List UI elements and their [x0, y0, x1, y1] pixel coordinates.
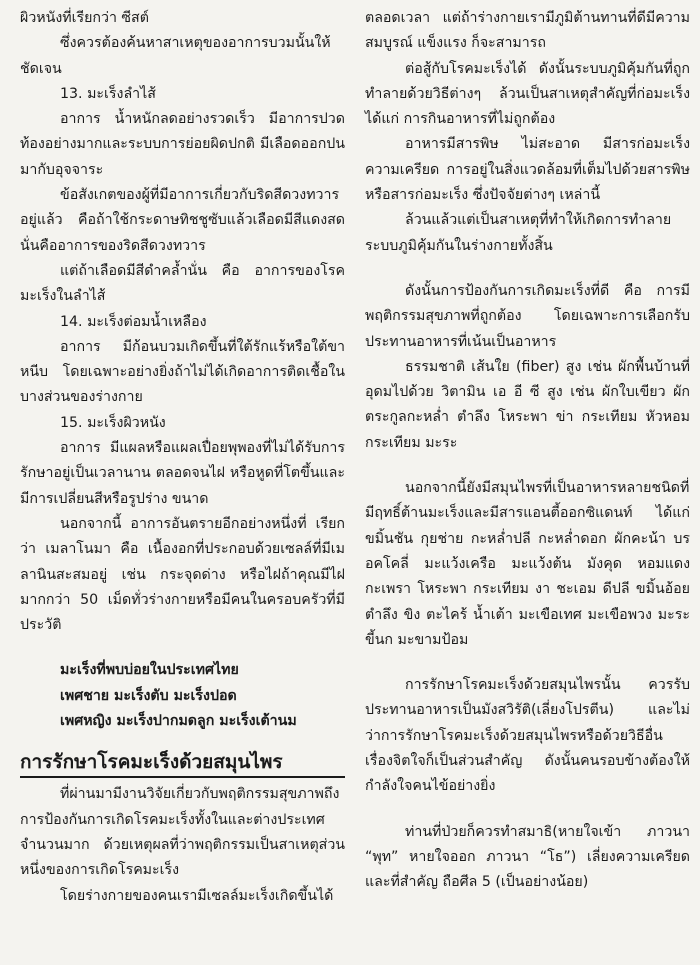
- paragraph: ล้วนแล้วแต่เป็นสาเหตุที่ทำให้เกิดการทำลายระบบภูมิคุ้มกันในร่างกายทั้งสิ้น: [365, 212, 672, 254]
- common-cancers-female: เพศหญิง มะเร็งปากมดลูก มะเร็งเต้านม: [60, 713, 297, 730]
- section-title: การรักษาโรคมะเร็งด้วยสมุนไพร: [20, 748, 345, 778]
- paragraph: ผิวหนังที่เรียกว่า ซีสต์: [20, 10, 149, 26]
- paragraph: แต่ถ้าเลือดมีสีดำคล้ำนั่น คือ อาการของโรคมะเร็งในลำไส้: [20, 262, 345, 305]
- paragraph: อาการ มีก้อนบวมเกิดขึ้นที่ใต้รักแร้หรือใต้ขาหนีบ โดยเฉพาะอย่างยิ่งถ้าไม่ได้เกิดอาการติดเชื้อในบางส่วนของร่างกาย: [20, 338, 345, 406]
- paragraph: การรักษาโรคมะเร็งด้วยสมุนไพรนั้น ควรรับประทานอาหารเป็นมังสวิรัติ(เลี่ยงโปรตีน) และไม่ว่าการรักษาโรคมะเร็งด้วยสมุนไพรหรือด้วยวิธีอื่นเรื่องจิตใจก็เป็นส่วนสำคัญ ดังนั้นคนรอบข้างต้องให้กำลังใจคนไข้อย่างยิ่ง: [365, 677, 690, 795]
- paragraph: ดังนั้นการป้องกันการเกิดมะเร็งที่ดี คือ การมีพฤติกรรมสุขภาพที่ถูกต้อง โดยเฉพาะการเลือกรับประทานอาหารที่เน้นเป็นอาหาร: [365, 282, 690, 350]
- paragraph: อาการ มีแผลหรือแผลเปื่อยพุพองที่ไม่ได้รับการรักษาอยู่เป็นเวลานาน ตลอดจนไฝ หรือหูดที่โตขึ้นและมีการเปลี่ยนสีหรือรูปร่าง ขนาด: [20, 440, 345, 507]
- paragraph: โดยร่างกายของคนเรามีเซลล์มะเร็งเกิดขึ้นได้: [60, 887, 334, 904]
- cancer-heading-lymph: 14. มะเร็งต่อมน้ำเหลือง: [60, 313, 207, 330]
- left-column: [20, 6, 345, 965]
- paragraph: ต่อสู้กับโรคมะเร็งได้ ดังนั้นระบบภูมิคุ้มกันที่ถูกทำลายด้วยวิธีต่างๆ ล้วนเป็นสาเหตุสำคัญที่ก่อมะเร็งได้แก่ การกินอาหารที่ไม่ถูกต้อง: [365, 60, 690, 128]
- paragraph: ตลอดเวลา แต่ถ้าร่างกายเรามีภูมิต้านทานที่ดีมีความสมบูรณ์ แข็งแรง ก็จะสามารถ: [365, 10, 690, 52]
- cancer-heading-skin: 15. มะเร็งผิวหนัง: [60, 414, 166, 431]
- paragraph: ธรรมชาติ เส้นใย (fiber) สูง เช่น ผักพื้นบ้านที่อุดมไปด้วย วิตามิน เอ อี ซี สูง เช่น ผักใบเขียว ผักตระกูลกะหล่ำ ตำลึง โหระพา ข่า กระเทียม หัวหอม กระเทียม มะระ: [365, 358, 690, 451]
- paragraph: ซึ่งควรต้องค้นหาสาเหตุของอาการบวมนั้นให้ชัดเจน: [20, 35, 331, 77]
- paragraph: ท่านที่ป่วยก็ควรทำสมาธิ(หายใจเข้า ภาวนา “พุท” หายใจออก ภาวนา “โธ”) เลี่ยงความเครียด และที่สำคัญ ถือศีล 5 (เป็นอย่างน้อย): [365, 823, 690, 891]
- paragraph: อาการ น้ำหนักลดอย่างรวดเร็ว มีอาการปวดท้องอย่างมากและระบบการย่อยผิดปกติ มีเลือดออกปนมากับอุจจาระ: [20, 111, 345, 178]
- paragraph: ข้อสังเกตของผู้ที่มีอาการเกี่ยวกับริดสีดวงทวารอยู่แล้ว คือถ้าใช้กระดาษทิชชูซับแล้วเลือดมีสีแดงสด นั่นคืออาการของริดสีดวงทวาร: [20, 187, 345, 254]
- common-cancers-heading: มะเร็งที่พบบ่อยในประเทศไทย: [60, 662, 239, 679]
- cancer-heading-colon: 13. มะเร็งลำไส้: [60, 85, 156, 102]
- common-cancers-box: [20, 658, 345, 734]
- paragraph: นอกจากนี้ อาการอันตรายอีกอย่างหนึ่งที่ เรียกว่า เมลาโนมา คือ เนื้องอกที่ประกอบด้วยเซลล์ที่มีเมลานินสะสมอยู่ เช่น กระจุดด่าง หรือไฝถ้าคุณมีไฝมากกว่า 50 เม็ดทั่วร่างกายหรือมีคนในครอบครัวที่มีประวัติ: [20, 515, 345, 634]
- paragraph: นอกจากนี้ยังมีสมุนไพรที่เป็นอาหารหลายชนิดที่มีฤทธิ์ต้านมะเร็งและมีสารแอนตี้ออกซิแดนท์ ได้แก่ ขมิ้นชัน กุยช่าย กะหล่ำปลี กะหล่ำดอก ผักคะน้า บรอคโคลี่ มะแว้งเครือ มะแว้งต้น มังคุด หอมแดง กะเพรา โหระพา กระเทียม งา ชะเอม ดีปลี ขมิ้นอ้อย ตำลึง ขิง ตะไคร้ น้ำเต้า มะเขือเทศ มะเขือพวง มะระขี้นก มะขามป้อม: [365, 480, 690, 648]
- common-cancers-male: เพศชาย มะเร็งตับ มะเร็งปอด: [60, 687, 237, 704]
- paragraph: อาหารมีสารพิษ ไม่สะอาด มีสารก่อมะเร็ง ความเครียด การอยู่ในสิ่งแวดล้อมที่เต็มไปด้วยสารพิษหรือสารก่อมะเร็ง ซึ่งปัจจัยต่างๆ เหล่านี้: [365, 136, 690, 204]
- right-column: [365, 6, 690, 965]
- paragraph: ที่ผ่านมามีงานวิจัยเกี่ยวกับพฤติกรรมสุขภาพถึงการป้องกันการเกิดโรคมะเร็งทั้งในและต่างประเทศจำนวนมาก ด้วยเหตุผลที่ว่าพฤติกรรมเป็นสาเหตุส่วนหนึ่งของการเกิดโรคมะเร็ง: [20, 786, 345, 879]
